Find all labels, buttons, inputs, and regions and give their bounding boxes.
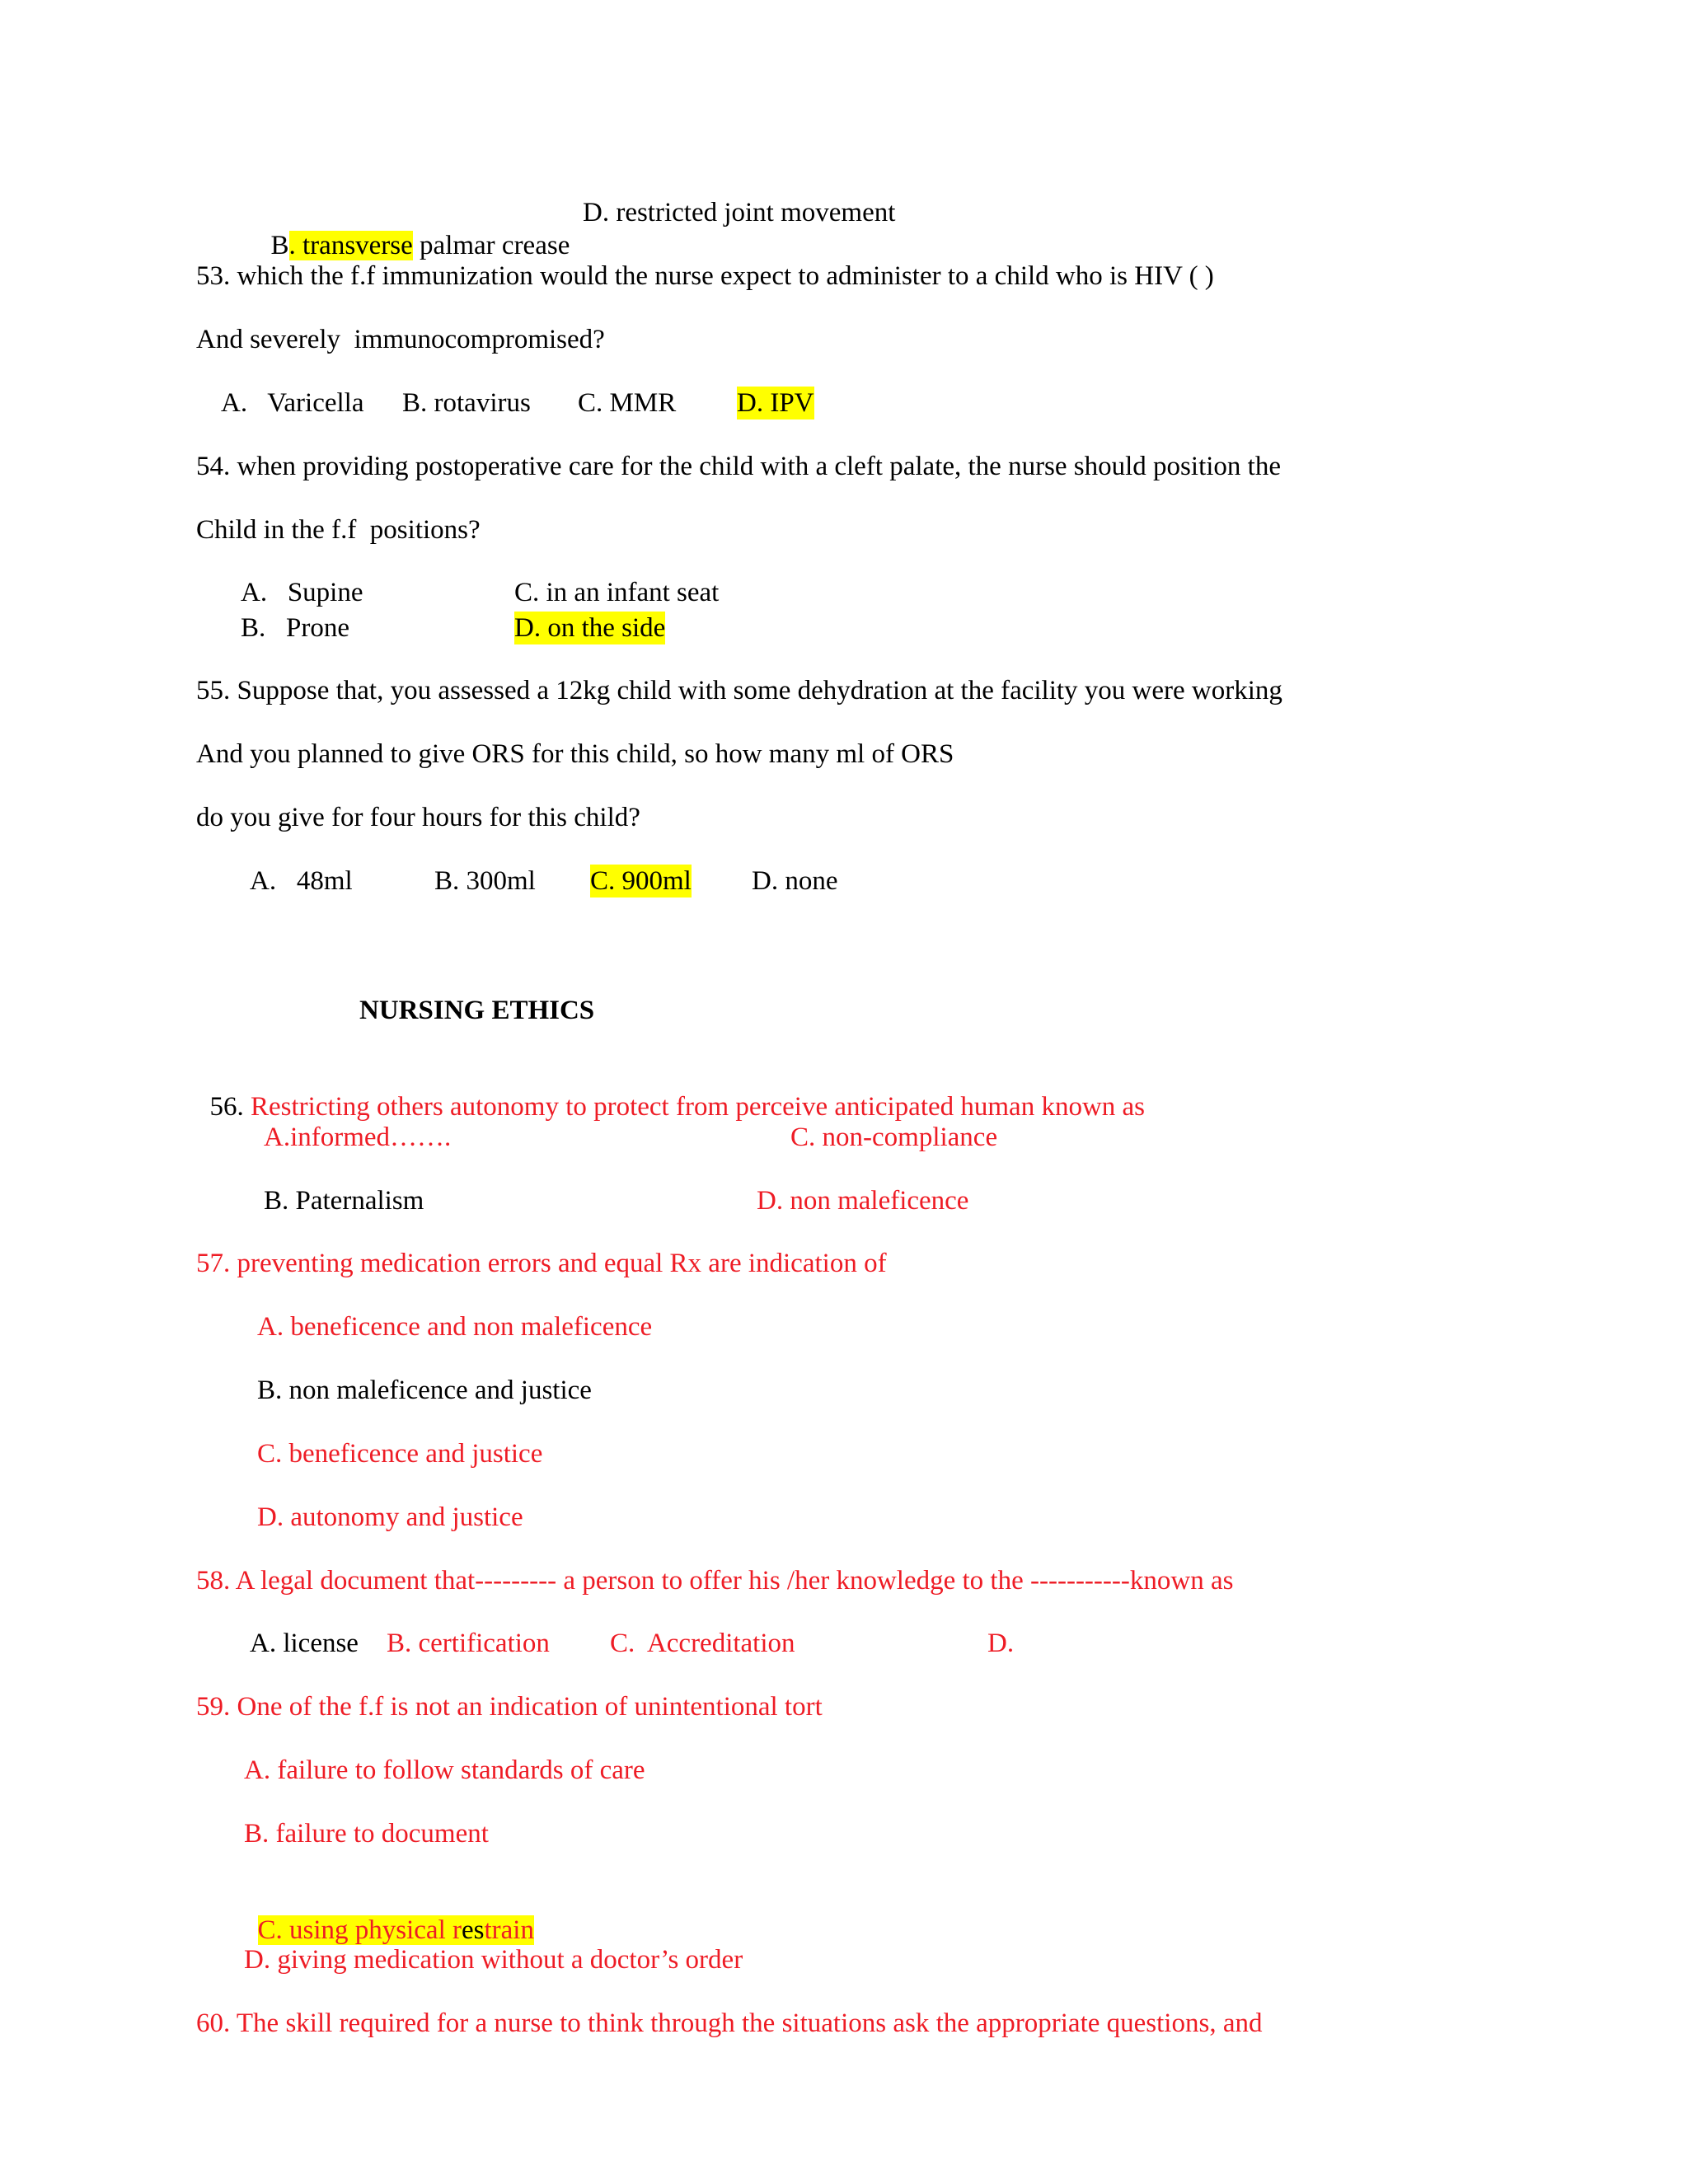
q53-option-c: C. MMR <box>578 388 677 418</box>
q57-option-d: D. autonomy and justice <box>257 1502 523 1532</box>
q53-text-line1: 53. which the f.f immunization would the nurse expect to administer to a child who is HIV ( ) <box>196 261 1214 291</box>
q55-option-a: A. 48ml <box>250 866 353 896</box>
q57-text: 57. preventing medication errors and equal Rx are indication of <box>196 1249 887 1278</box>
q59-option-a: A. failure to follow standards of care <box>244 1755 645 1785</box>
q55-option-c: C. 900ml <box>590 866 692 896</box>
q59-text: 59. One of the f.f is not an indication of unintentional tort <box>196 1692 823 1722</box>
q52-option-b-highlight: . transverse <box>288 231 413 260</box>
q60-text: 60. The skill required for a nurse to think through the situations ask the appropriate questions, and <box>196 2008 1263 2038</box>
q53-option-b: B. rotavirus <box>402 388 531 418</box>
q56-option-c: C. non-compliance <box>790 1122 998 1152</box>
q56-line <box>196 1057 1145 1123</box>
q54-text-line1: 54. when providing postoperative care for the child with a cleft palate, the nurse should position the <box>196 452 1281 481</box>
q54-option-c: C. in an infant seat <box>514 578 720 607</box>
q56-option-d: D. non maleficence <box>757 1186 969 1216</box>
q52-option-b-prefix: B <box>270 231 289 260</box>
q54-option-a: A. Supine <box>241 578 363 607</box>
q53-option-a: A. Varicella <box>221 388 364 418</box>
q53-text-line2: And severely immunocompromised? <box>196 325 605 354</box>
q55-text-line2: And you planned to give ORS for this child, so how many ml of ORS <box>196 739 954 769</box>
q54-option-d: D. on the side <box>514 613 666 643</box>
q59-option-c-part3: train <box>484 1915 534 1945</box>
section-heading: NURSING ETHICS <box>359 996 595 1025</box>
q57-option-a: A. beneficence and non maleficence <box>257 1312 653 1342</box>
q56-number: 56. <box>209 1092 251 1122</box>
q59-option-b: B. failure to document <box>244 1819 489 1849</box>
q56-option-a: A.informed……. <box>264 1122 452 1152</box>
q59-option-c-part2: es <box>461 1915 485 1945</box>
q57-option-b: B. non maleficence and justice <box>257 1376 592 1405</box>
q56-text: Restricting others autonomy to protect from perceive anticipated human known as <box>251 1092 1146 1122</box>
q55-option-d: D. none <box>752 866 838 896</box>
q58-option-a: A. license <box>250 1629 359 1658</box>
q53-option-d: D. IPV <box>737 388 814 418</box>
q55-text-line1: 55. Suppose that, you assessed a 12kg child with some dehydration at the facility you were working <box>196 676 1282 705</box>
q58-text: 58. A legal document that--------- a person to offer his /her knowledge to the -----------known as <box>196 1566 1234 1596</box>
q59-option-c-part1: C. using physical r <box>257 1915 462 1945</box>
q58-option-d: D. <box>987 1629 1015 1658</box>
q57-option-c: C. beneficence and justice <box>257 1439 543 1469</box>
q59-option-c <box>244 1881 534 1947</box>
q58-option-c: C. Accreditation <box>610 1629 795 1658</box>
q56-option-b: B. Paternalism <box>264 1186 424 1216</box>
q55-text-line3: do you give for four hours for this child? <box>196 803 640 832</box>
q52-options-line <box>257 196 570 262</box>
q54-option-b: B. Prone <box>241 613 349 643</box>
q52-option-d: D. restricted joint movement <box>583 198 896 227</box>
q54-text-line2: Child in the f.f positions? <box>196 515 481 545</box>
q55-option-b: B. 300ml <box>434 866 536 896</box>
q52-option-b-rest: palmar crease <box>412 231 570 260</box>
q59-option-d: D. giving medication without a doctor’s order <box>244 1945 743 1975</box>
q58-option-b: B. certification <box>387 1629 550 1658</box>
